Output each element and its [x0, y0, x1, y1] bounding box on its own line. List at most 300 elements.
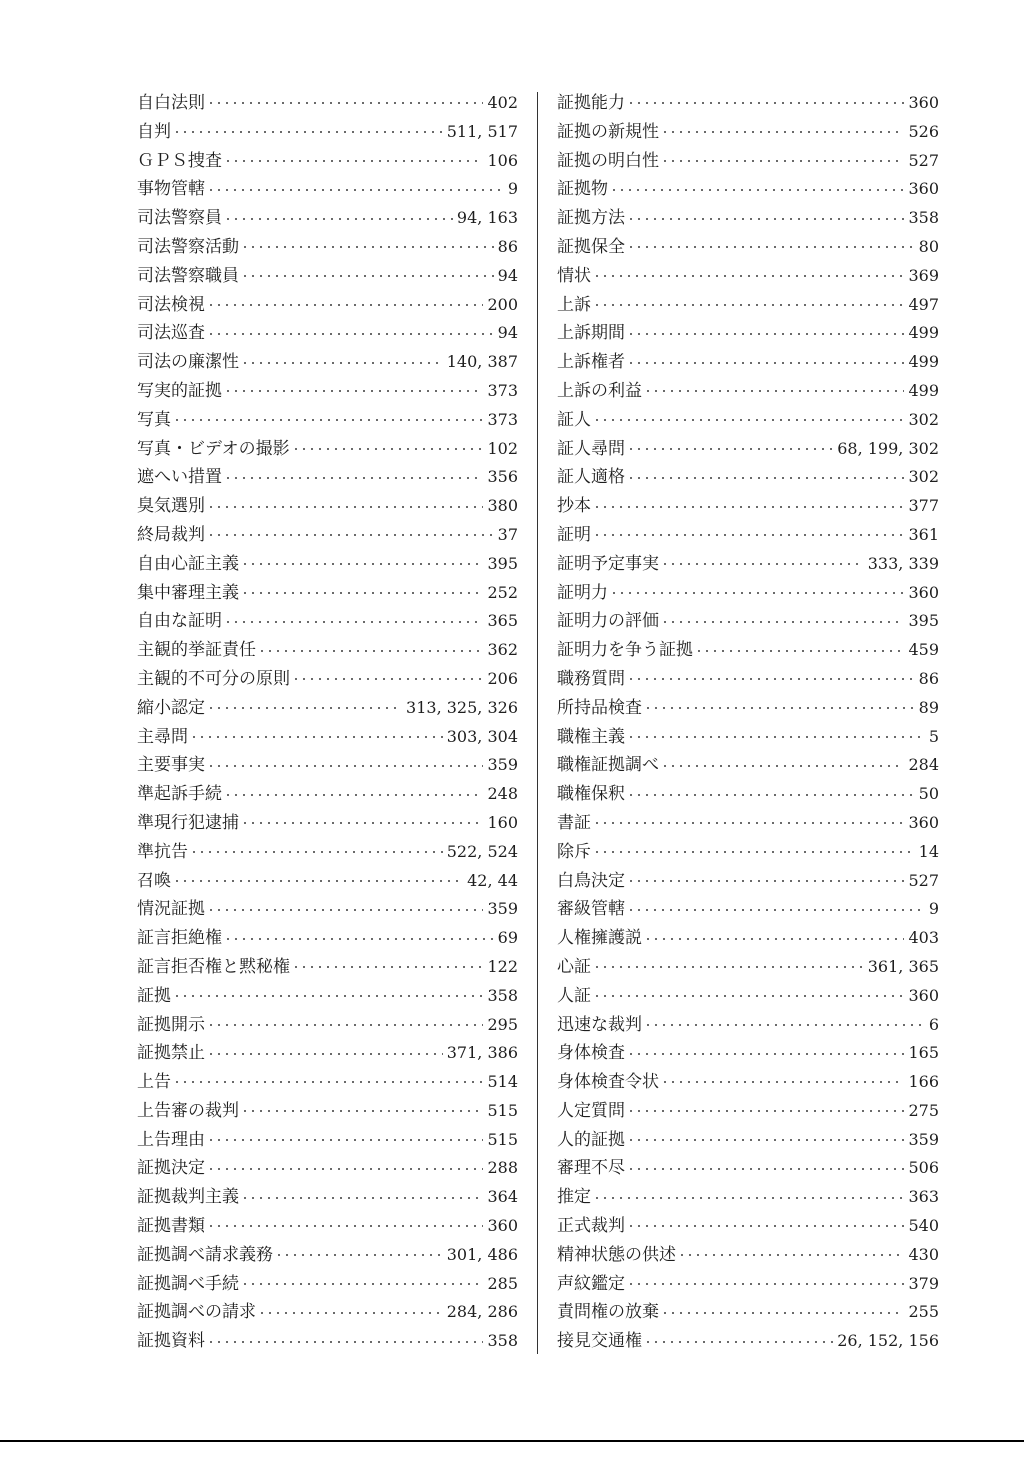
index-term: 証人: [557, 409, 591, 430]
dot-leader: [695, 650, 904, 652]
index-entry: [557, 492, 939, 521]
index-entry: [557, 982, 939, 1011]
index-term: 証明: [557, 524, 591, 545]
index-column-left: [137, 89, 518, 1356]
index-term: 召喚: [137, 870, 171, 891]
index-term: 人証: [557, 985, 591, 1006]
index-entry: [557, 1327, 939, 1356]
index-entry: [137, 118, 518, 147]
index-term: 自由心証主義: [137, 553, 239, 574]
dot-leader: [207, 1053, 443, 1055]
index-term: 証人尋問: [557, 438, 625, 459]
index-term: 写真・ビデオの撮影: [137, 438, 290, 459]
index-entry: [137, 1097, 518, 1126]
dot-leader: [593, 851, 915, 853]
page-numbers: 499: [908, 352, 939, 372]
dot-leader: [190, 736, 443, 738]
index-term: 司法警察活動: [137, 236, 239, 257]
index-entry: [557, 751, 939, 780]
dot-leader: [627, 1139, 904, 1141]
dot-leader: [224, 794, 483, 796]
index-entry: [557, 1097, 939, 1126]
dot-leader: [241, 563, 483, 565]
index-term: 証人適格: [557, 467, 625, 488]
page-numbers: 5: [928, 726, 939, 746]
dot-leader: [627, 1053, 904, 1055]
index-term: 職権主義: [557, 726, 625, 747]
index-term: 集中審理主義: [137, 582, 239, 603]
dot-leader: [661, 1081, 904, 1083]
dot-leader: [627, 246, 915, 248]
page-numbers: 361: [908, 524, 939, 544]
dot-leader: [661, 563, 864, 565]
page-numbers: 6: [928, 1014, 939, 1034]
page-numbers: 313, 325, 326: [406, 697, 518, 717]
index-entry: [557, 348, 939, 377]
index-entry: [137, 607, 518, 636]
page-numbers: 360: [908, 812, 939, 832]
page-numbers: 284: [908, 755, 939, 775]
index-term: 正式裁判: [557, 1216, 625, 1237]
page-numbers: 9: [507, 179, 518, 199]
index-term: 自由な証明: [137, 611, 222, 632]
index-term: 証言拒絶権: [137, 928, 222, 949]
index-entry: [557, 406, 939, 435]
index-term: 証拠裁判主義: [137, 1187, 239, 1208]
index-term: 証拠書類: [137, 1216, 205, 1237]
page-numbers: 200: [487, 294, 518, 314]
index-entry: [557, 118, 939, 147]
index-term: 証拠能力: [557, 93, 625, 113]
page-numbers: 364: [487, 1187, 518, 1207]
page-numbers: 106: [487, 150, 518, 170]
page-numbers: 89: [918, 697, 939, 717]
index-term: 証拠調べ手続: [137, 1273, 239, 1294]
index-term: 審級管轄: [557, 899, 625, 920]
dot-leader: [593, 506, 904, 508]
index-term: 写実的証拠: [137, 380, 222, 401]
column-divider: [537, 92, 538, 1354]
index-entry: [137, 1011, 518, 1040]
dot-leader: [173, 131, 443, 133]
index-term: 終局裁判: [137, 524, 205, 545]
page-numbers: 356: [487, 467, 518, 487]
page-numbers: 14: [918, 841, 939, 861]
index-term: 主観的挙証責任: [137, 640, 256, 661]
page-numbers: 9: [928, 899, 939, 919]
index-column-right: [557, 89, 939, 1356]
dot-leader: [173, 1081, 483, 1083]
index-entry: [137, 665, 518, 694]
page-numbers: 371, 386: [446, 1043, 518, 1063]
dot-leader: [241, 1197, 483, 1199]
index-term: 自白法則: [137, 93, 205, 113]
index-term: 証拠資料: [137, 1331, 205, 1352]
page-numbers: 373: [487, 380, 518, 400]
page-numbers: 362: [487, 640, 518, 660]
dot-leader: [207, 102, 483, 104]
index-term: 上訴の利益: [557, 380, 642, 401]
index-entry: [557, 377, 939, 406]
index-term: 司法検視: [137, 294, 205, 315]
index-entry: [557, 262, 939, 291]
dot-leader: [207, 1024, 483, 1026]
page-numbers: 358: [487, 985, 518, 1005]
dot-leader: [661, 1312, 904, 1314]
page-numbers: 499: [908, 380, 939, 400]
dot-leader: [593, 419, 904, 421]
dot-leader: [610, 189, 904, 191]
index-entry: [137, 953, 518, 982]
page-numbers: 285: [487, 1273, 518, 1293]
index-entry: [137, 1241, 518, 1270]
index-term: 主観的不可分の原則: [137, 668, 290, 689]
page-numbers: 252: [487, 582, 518, 602]
index-entry: [137, 406, 518, 435]
page-numbers: 140, 387: [446, 352, 518, 372]
index-entry: [557, 204, 939, 233]
page-numbers: 68, 199, 302: [837, 438, 939, 458]
dot-leader: [241, 592, 483, 594]
dot-leader: [627, 880, 904, 882]
index-entry: [557, 924, 939, 953]
page-numbers: 379: [908, 1273, 939, 1293]
index-term: 証拠の新規性: [557, 121, 659, 142]
index-term: 職権証拠調べ: [557, 755, 659, 776]
index-term: 情状: [557, 265, 591, 286]
dot-leader: [241, 362, 443, 364]
dot-leader: [258, 1312, 443, 1314]
index-entry: [137, 1068, 518, 1097]
index-entry: [137, 1183, 518, 1212]
index-entry: [137, 291, 518, 320]
dot-leader: [644, 390, 904, 392]
index-term: 上告: [137, 1072, 171, 1093]
dot-leader: [292, 678, 483, 680]
index-term: 上訴権者: [557, 352, 625, 373]
index-term: 上告審の裁判: [137, 1100, 239, 1121]
dot-leader: [627, 678, 915, 680]
dot-leader: [207, 1225, 483, 1227]
index-entry: [137, 1298, 518, 1327]
index-term: 司法警察員: [137, 208, 222, 229]
index-entry: [137, 204, 518, 233]
page-numbers: 527: [908, 870, 939, 890]
page-numbers: 359: [908, 1129, 939, 1149]
page-numbers: 515: [487, 1129, 518, 1149]
dot-leader: [207, 1139, 483, 1141]
index-term: 自判: [137, 121, 171, 142]
dot-leader: [207, 304, 483, 306]
page-numbers: 363: [908, 1187, 939, 1207]
page-numbers: 373: [487, 409, 518, 429]
page-numbers: 395: [908, 611, 939, 631]
dot-leader: [207, 707, 402, 709]
index-entry: [557, 1241, 939, 1270]
dot-leader: [627, 102, 904, 104]
index-entry: [557, 694, 939, 723]
index-entry: [557, 175, 939, 204]
dot-leader: [224, 938, 494, 940]
dot-leader: [593, 275, 904, 277]
index-entry: [137, 233, 518, 262]
index-term: 証拠物: [557, 179, 608, 200]
index-term: 人権擁護説: [557, 928, 642, 949]
dot-leader: [644, 1341, 833, 1343]
index-term: 書証: [557, 812, 591, 833]
page-numbers: 86: [497, 236, 518, 256]
dot-leader: [258, 650, 483, 652]
index-entry: [557, 233, 939, 262]
page-numbers: 295: [487, 1014, 518, 1034]
dot-leader: [627, 736, 925, 738]
page-numbers: 102: [487, 438, 518, 458]
page-numbers: 42, 44: [467, 870, 518, 890]
page-numbers: 365: [487, 611, 518, 631]
index-entry: [137, 1270, 518, 1299]
page-numbers: 497: [908, 294, 939, 314]
dot-leader: [207, 1341, 483, 1343]
index-term: 情況証拠: [137, 899, 205, 920]
page-numbers: 302: [908, 409, 939, 429]
index-entry: [137, 147, 518, 176]
dot-leader: [173, 419, 483, 421]
page-numbers: 275: [908, 1100, 939, 1120]
index-entry: [557, 291, 939, 320]
index-entry: [137, 838, 518, 867]
index-term: 事物管轄: [137, 179, 205, 200]
index-entry: [557, 665, 939, 694]
index-entry: [137, 895, 518, 924]
dot-leader: [661, 621, 904, 623]
index-term: 証明力を争う証拠: [557, 640, 693, 661]
dot-leader: [627, 909, 925, 911]
dot-leader: [207, 506, 483, 508]
index-term: 迅速な裁判: [557, 1014, 642, 1035]
index-term: 人定質問: [557, 1100, 625, 1121]
page-numbers: 94: [497, 323, 518, 343]
index-entry: [137, 1039, 518, 1068]
index-entry: [137, 1126, 518, 1155]
index-term: 推定: [557, 1187, 591, 1208]
dot-leader: [593, 966, 864, 968]
bottom-rule: [0, 1440, 1024, 1442]
dot-leader: [627, 218, 904, 220]
page-numbers: 527: [908, 150, 939, 170]
page-numbers: 360: [908, 179, 939, 199]
index-entry: [137, 463, 518, 492]
index-entry: [137, 89, 518, 118]
index-entry: [137, 492, 518, 521]
page-numbers: 430: [908, 1244, 939, 1264]
index-term: 主尋問: [137, 726, 188, 747]
page-numbers: 94, 163: [456, 208, 518, 228]
index-term: 遮へい措置: [137, 467, 222, 488]
index-term: 精神状態の供述: [557, 1244, 676, 1265]
dot-leader: [173, 880, 463, 882]
index-entry: [137, 377, 518, 406]
index-entry: [557, 1298, 939, 1327]
page-numbers: 50: [918, 784, 939, 804]
dot-leader: [224, 477, 483, 479]
index-entry: [557, 953, 939, 982]
index-entry: [557, 1126, 939, 1155]
index-entry: [137, 550, 518, 579]
index-entry: [557, 1011, 939, 1040]
index-term: 司法巡査: [137, 323, 205, 344]
index-entry: [137, 1327, 518, 1356]
dot-leader: [593, 534, 904, 536]
index-entry: [557, 723, 939, 752]
index-entry: [557, 1183, 939, 1212]
page-numbers: 540: [908, 1216, 939, 1236]
index-entry: [137, 751, 518, 780]
dot-leader: [627, 794, 915, 796]
index-entry: [557, 89, 939, 118]
index-term: 上告理由: [137, 1129, 205, 1150]
page-numbers: 284, 286: [446, 1302, 518, 1322]
dot-leader: [275, 1254, 443, 1256]
page-numbers: 369: [908, 265, 939, 285]
page-numbers: 160: [487, 812, 518, 832]
dot-leader: [661, 160, 904, 162]
page-numbers: 206: [487, 668, 518, 688]
dot-leader: [224, 621, 483, 623]
dot-leader: [627, 477, 904, 479]
index-entry: [137, 319, 518, 348]
index-term: 心証: [557, 956, 591, 977]
index-term: 準起訴手続: [137, 784, 222, 805]
index-term: 証拠開示: [137, 1014, 205, 1035]
index-entry: [557, 1154, 939, 1183]
dot-leader: [627, 1110, 904, 1112]
dot-leader: [241, 822, 483, 824]
page-numbers: 526: [908, 121, 939, 141]
index-entry: [557, 1068, 939, 1097]
index-entry: [137, 723, 518, 752]
dot-leader: [627, 1168, 904, 1170]
index-entry: [557, 521, 939, 550]
page-numbers: 499: [908, 323, 939, 343]
page-numbers: 522, 524: [446, 841, 518, 861]
index-term: 証拠の明白性: [557, 150, 659, 171]
page-numbers: 122: [487, 956, 518, 976]
index-entry: [557, 147, 939, 176]
dot-leader: [644, 1024, 925, 1026]
index-entry: [137, 1212, 518, 1241]
page-numbers: 361, 365: [867, 956, 939, 976]
dot-leader: [661, 131, 904, 133]
index-term: 臭気選別: [137, 496, 205, 517]
index-entry: [557, 895, 939, 924]
dot-leader: [241, 1283, 483, 1285]
index-term: 上訴: [557, 294, 591, 315]
page-numbers: 395: [487, 553, 518, 573]
page-numbers: 506: [908, 1158, 939, 1178]
index-entry: [137, 1154, 518, 1183]
index-entry: [557, 463, 939, 492]
page-numbers: 459: [908, 640, 939, 660]
index-term: 接見交通権: [557, 1331, 642, 1352]
index-entry: [137, 982, 518, 1011]
dot-leader: [224, 160, 483, 162]
index-entry: [557, 838, 939, 867]
index-term: 証拠調べ請求義務: [137, 1244, 273, 1265]
dot-leader: [678, 1254, 904, 1256]
index-term: 証拠方法: [557, 208, 625, 229]
index-term: 声紋鑑定: [557, 1273, 625, 1294]
index-entry: [557, 1270, 939, 1299]
index-term: 職権保釈: [557, 784, 625, 805]
index-entry: [137, 435, 518, 464]
index-term: 証拠保全: [557, 236, 625, 257]
dot-leader: [292, 966, 483, 968]
index-term: 責問権の放棄: [557, 1302, 659, 1323]
page-numbers: 359: [487, 755, 518, 775]
page-numbers: 80: [918, 236, 939, 256]
dot-leader: [593, 304, 904, 306]
dot-leader: [644, 707, 915, 709]
page-numbers: 377: [908, 496, 939, 516]
index-term: 証拠禁止: [137, 1043, 205, 1064]
index-entry: [557, 579, 939, 608]
dot-leader: [207, 534, 494, 536]
page-numbers: 514: [487, 1072, 518, 1092]
dot-leader: [627, 362, 904, 364]
index-entry: [137, 694, 518, 723]
dot-leader: [644, 938, 904, 940]
page-numbers: 166: [908, 1072, 939, 1092]
index-term: 写真: [137, 409, 171, 430]
index-term: 証明予定事実: [557, 553, 659, 574]
index-entry: [137, 579, 518, 608]
dot-leader: [610, 592, 904, 594]
index-term: 抄本: [557, 496, 591, 517]
page-numbers: 94: [497, 265, 518, 285]
dot-leader: [224, 218, 453, 220]
index-term: 準抗告: [137, 841, 188, 862]
index-term: 身体検査: [557, 1043, 625, 1064]
page-numbers: 165: [908, 1043, 939, 1063]
index-term: 準現行犯逮捕: [137, 812, 239, 833]
index-entry: [557, 809, 939, 838]
dot-leader: [241, 1110, 483, 1112]
page-numbers: 303, 304: [446, 726, 518, 746]
dot-leader: [241, 275, 494, 277]
dot-leader: [207, 189, 504, 191]
page-numbers: 360: [487, 1216, 518, 1236]
index-term: 審理不尽: [557, 1158, 625, 1179]
page-numbers: 360: [908, 985, 939, 1005]
dot-leader: [207, 765, 483, 767]
page-numbers: 301, 486: [446, 1244, 518, 1264]
page-numbers: 86: [918, 668, 939, 688]
index-term: ＧＰＳ捜査: [137, 150, 222, 171]
index-entry: [557, 607, 939, 636]
index-entry: [137, 348, 518, 377]
index-term: 証拠調べの請求: [137, 1302, 256, 1323]
index-term: 司法警察職員: [137, 265, 239, 286]
index-entry: [137, 636, 518, 665]
page-numbers: 515: [487, 1100, 518, 1120]
dot-leader: [173, 995, 483, 997]
page-numbers: 69: [497, 928, 518, 948]
page-numbers: 358: [908, 208, 939, 228]
index-entry: [137, 780, 518, 809]
index-term: 白鳥決定: [557, 870, 625, 891]
page-numbers: 358: [487, 1331, 518, 1351]
index-term: 所持品検査: [557, 697, 642, 718]
